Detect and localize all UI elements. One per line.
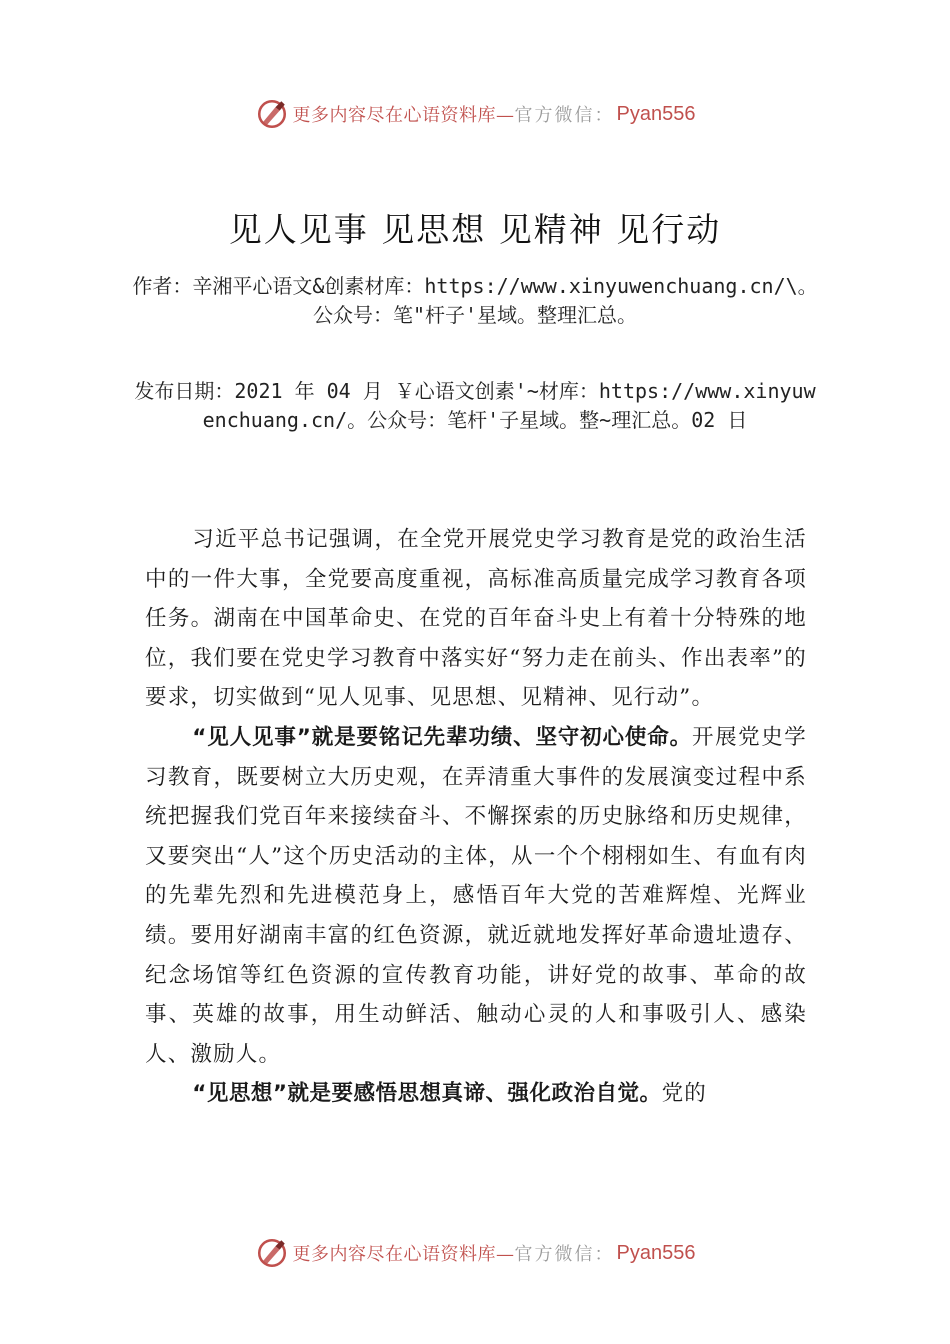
header-banner (0, 94, 950, 134)
paragraph-lead: “见人见事”就是要铭记先辈功绩、坚守初心使命。 (192, 724, 693, 750)
banner-wechat-id: Pyan556 (616, 102, 696, 125)
banner-wechat-id: Pyan556 (616, 1241, 696, 1264)
pen-logo-icon (255, 97, 289, 131)
banner-text: 更多内容尽在心语资料库— (292, 1244, 515, 1265)
banner-text: 更多内容尽在心语资料库— (292, 105, 515, 126)
author-line: 作者：辛湘平心语文&创素材库：https://www.xinyuwenchuang.cn/\。公众号：笔"杆子'星域。整理汇总。 (132, 274, 818, 327)
paragraph (145, 1074, 807, 1114)
banner-wechat-label: 官方微信： (514, 105, 615, 126)
footer-banner (0, 1233, 950, 1273)
paragraph (145, 520, 807, 718)
pen-logo-icon (255, 1236, 289, 1270)
publish-date-line: 发布日期：2021 年 04 月 ￥心语文创素'~材库：https://www.xinyuwenchuang.cn/。公众号：笔杆'子星域。整~理汇总。02 日 (134, 379, 816, 432)
article-body (145, 520, 807, 1114)
paragraph-text: 习近平总书记强调，在全党开展党史学习教育是党的政治生活中的一件大事，全党要高度重视，高标准高质量完成学习教育各项任务。湖南在中国革命史、在党的百年奋斗史上有着十分特殊的地位，我们要在党史学习教育中落实好“努力走在前头、作出表率”的要求，切实做到“见人见事、见思想、见精神、见行动”。 (145, 527, 807, 711)
paragraph-text: 开展党史学习教育，既要树立大历史观，在弄清重大事件的发展演变过程中系统把握我们党百年来接续奋斗、不懈探索的历史脉络和历史规律，又要突出“人”这个历史活动的主体，从一个个栩栩如生、有血有肉的先辈先烈和先进模范身上，感悟百年大党的苦难辉煌、光辉业绩。要用好湖南丰富的红色资源，就近就地发挥好革命遗址遗存、纪念场馆等红色资源的宣传教育功能，讲好党的故事、革命的故事、英雄的故事，用生动鲜活、触动心灵的人和事吸引人、感染人、激励人。 (145, 724, 807, 1067)
article-title: 见人见事 见思想 见精神 见行动 (228, 210, 722, 249)
paragraph-lead: “见思想”就是要感悟思想真谛、强化政治自觉。 (192, 1081, 662, 1107)
paragraph (145, 718, 807, 1074)
banner-wechat-label: 官方微信： (514, 1244, 615, 1265)
paragraph-text: 党的 (661, 1081, 707, 1107)
